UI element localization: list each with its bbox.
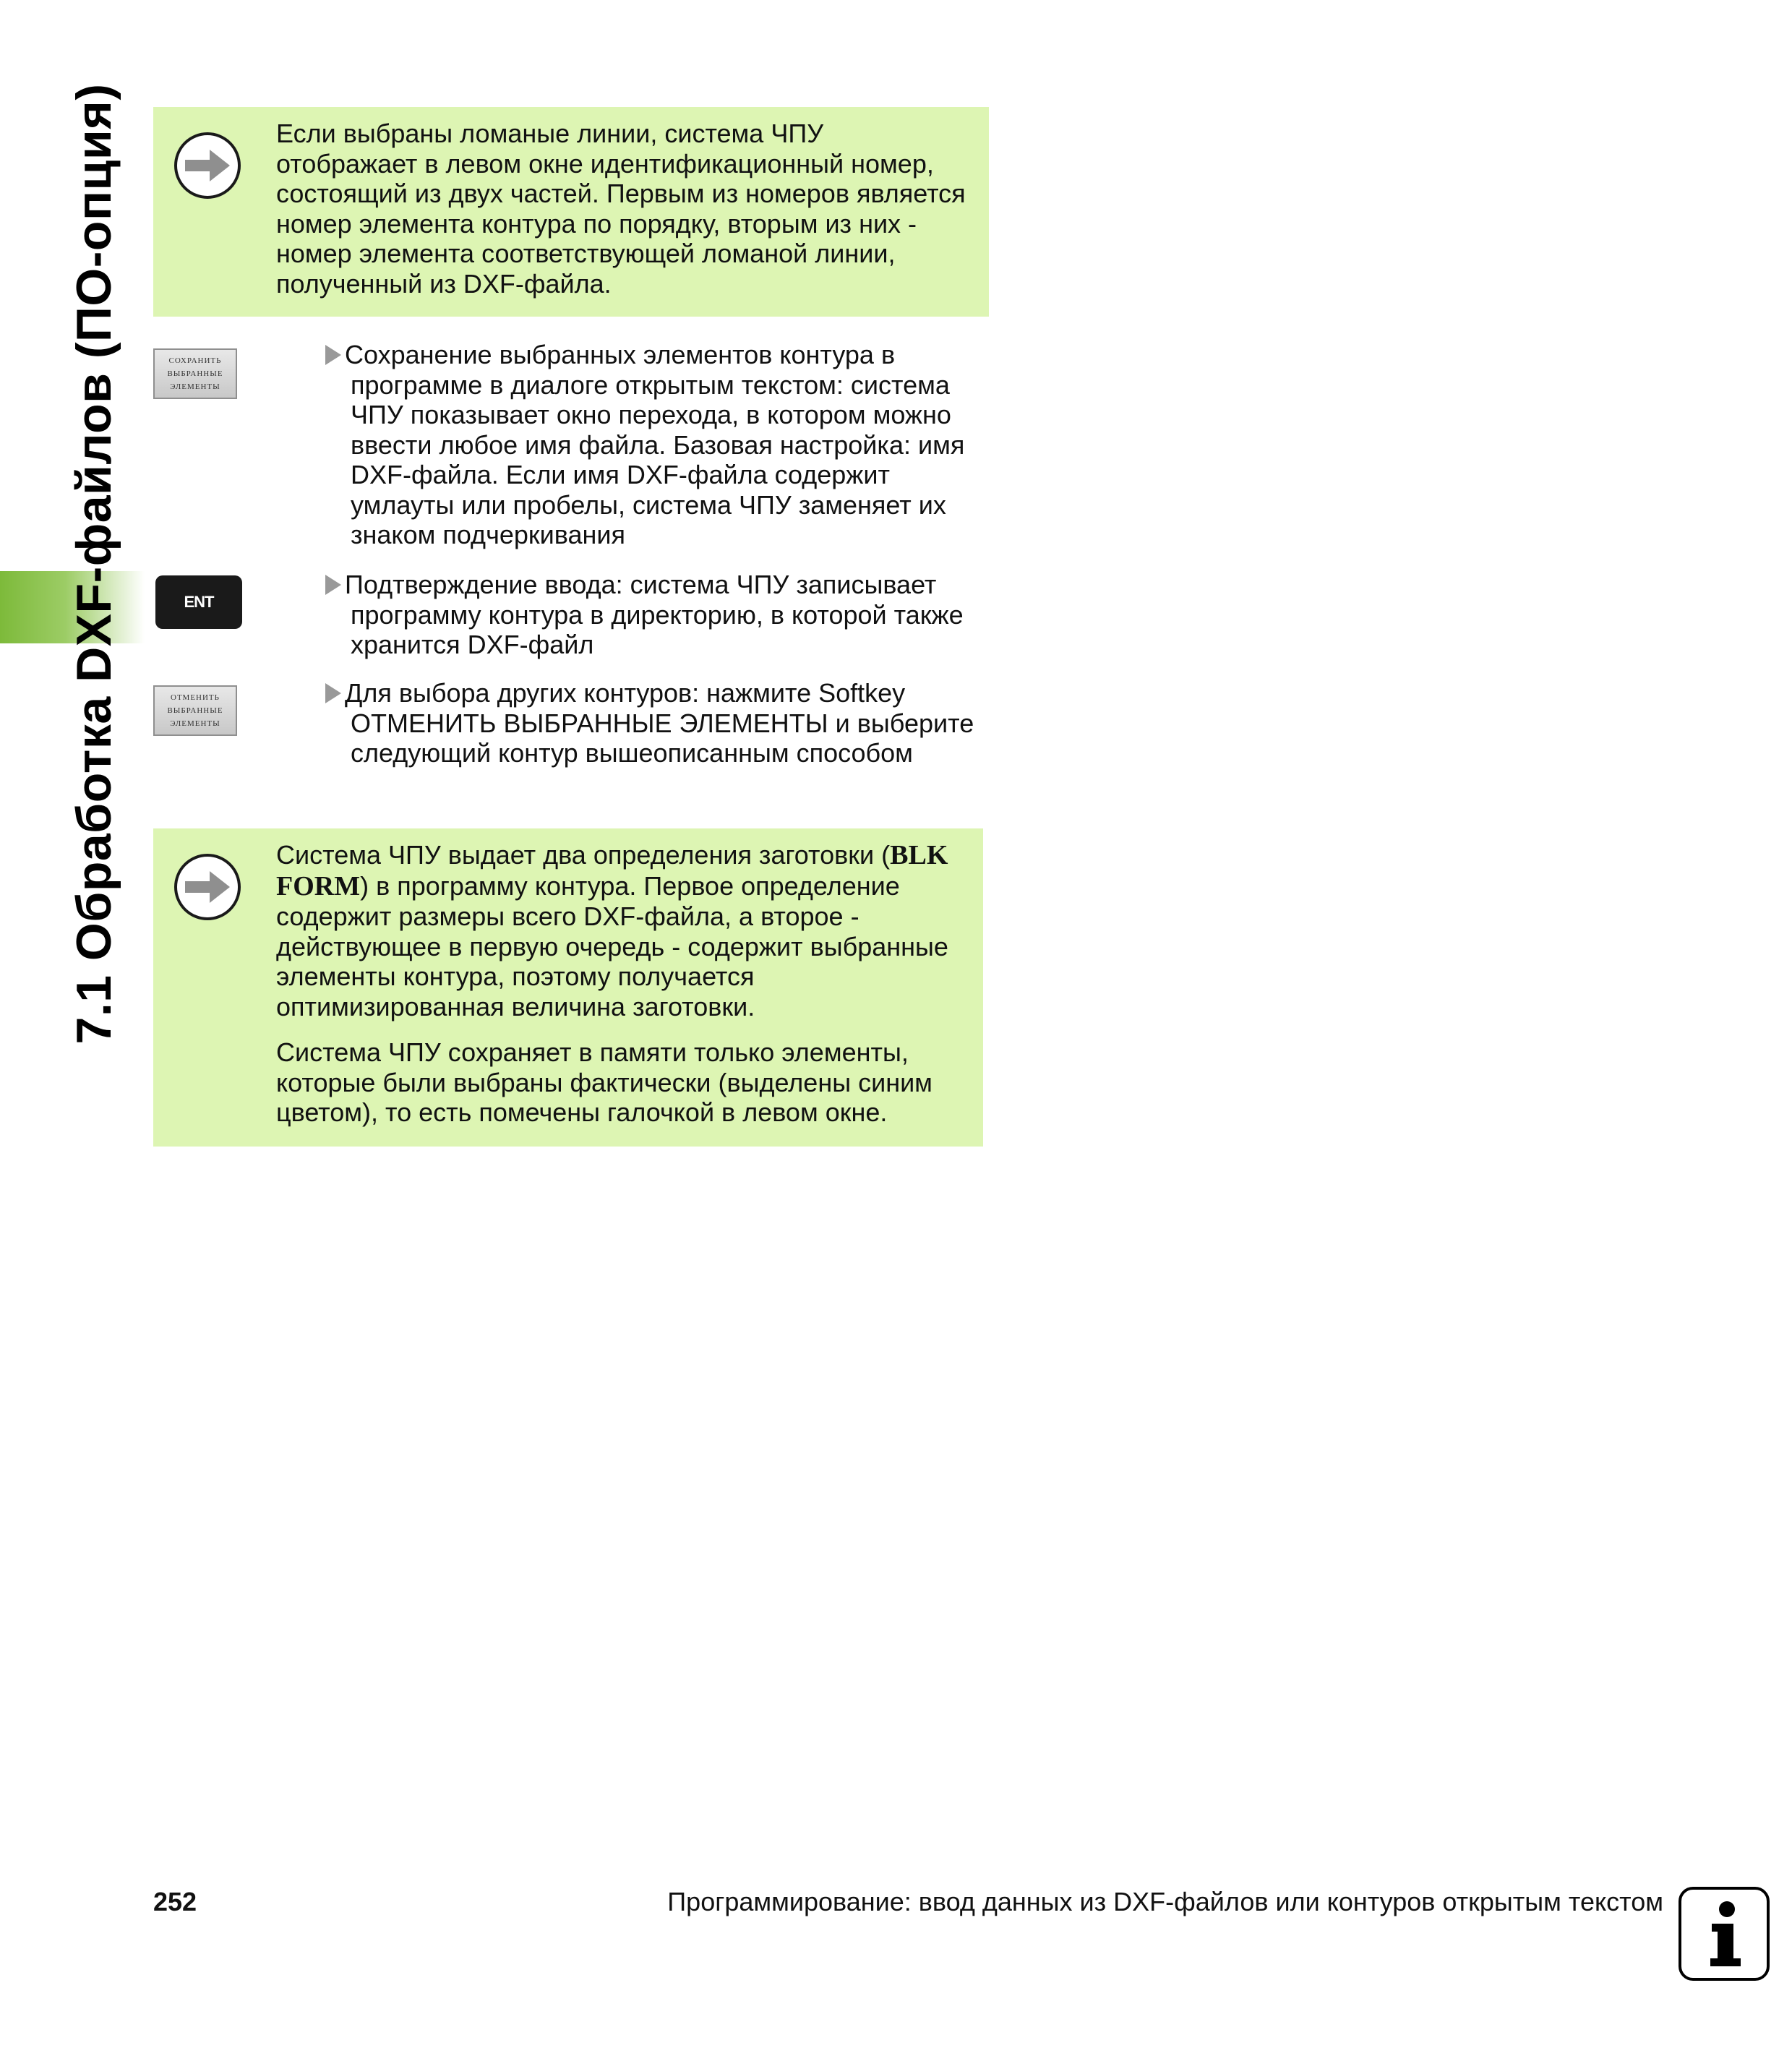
softkey-label-line: СОХРАНИТЬ (168, 356, 222, 365)
note-text-segment: ) в программу контура. Первое определение содержит размеры всего DXF-файла, а второе - действующее в первую очередь - содержит выбранные элементы контура, поэтому получается оптимизированная величина заготовки. (276, 870, 948, 1021)
note-box-blk-form (153, 828, 983, 1147)
info-icon (1679, 1887, 1770, 1981)
note-text-segment: Система ЧПУ выдает два определения заготовки ( (276, 840, 891, 870)
softkey-label-line: ВЫБРАННЫЕ (167, 706, 223, 715)
chapter-title: 7.1 Обработка DXF-файлов (ПО-опция) (67, 83, 121, 1045)
step-save-contour (325, 340, 990, 550)
save-selected-elements-softkey[interactable] (153, 348, 237, 399)
softkey-label-line: ОТМЕНИТЬ (171, 693, 220, 702)
softkey-label-line: ЭЛЕМЕНТЫ (170, 719, 220, 728)
arrow-right-icon (173, 853, 241, 921)
note-paragraph: Система ЧПУ сохраняет в памяти только элементы, которые были выбраны фактически (выделены синим цветом), то есть помечены галочкой в левом окне. (276, 1037, 933, 1127)
info-glyph (1681, 1890, 1767, 1978)
softkey-label-line: ЭЛЕМЕНТЫ (170, 382, 220, 391)
triangle-bullet-icon (325, 683, 341, 703)
triangle-bullet-icon (325, 345, 341, 365)
ent-key[interactable]: ENT (155, 575, 242, 629)
arrow-right-icon (173, 132, 241, 200)
note-paragraph: Если выбраны ломаные линии, система ЧПУ отображает в левом окне идентификационный номер, состоящий из двух частей. Первым из номеров является номер элемента контура по порядку, вторым из них - номер элемента соответствующей ломаной линии, полученный из DXF-файла. (276, 119, 966, 299)
note-text (276, 840, 961, 1128)
note-text (276, 119, 967, 299)
step-text: Для выбора других контуров: нажмите Softkey ОТМЕНИТЬ ВЫБРАННЫЕ ЭЛЕМЕНТЫ и выберите следующий контур вышеописанным способом (345, 678, 974, 768)
page-number: 252 (153, 1887, 197, 1916)
step-text: Подтверждение ввода: система ЧПУ записывает программу контура в директорию, в которой также хранится DXF-файл (345, 570, 964, 659)
step-select-other-contours (325, 678, 990, 768)
footer-title: Программирование: ввод данных из DXF-файлов или контуров открытым текстом (667, 1887, 1663, 1916)
softkey-label-line: ВЫБРАННЫЕ (167, 369, 223, 378)
note-paragraph (276, 840, 961, 1021)
cancel-selected-elements-softkey[interactable] (153, 685, 237, 736)
step-text: Сохранение выбранных элементов контура в программе в диалоге открытым текстом: система ЧПУ показывает окно перехода, в котором можно ввести любое имя файла. Базовая настройка: имя DXF-файла. Если имя DXF-файла содержит умлауты или пробелы, система ЧПУ заменяет их знаком подчеркивания (345, 340, 965, 549)
note-box-polylines (153, 107, 989, 317)
blk-form-keyword: BLK FORM (276, 840, 948, 901)
triangle-bullet-icon (325, 575, 341, 595)
step-confirm-input (325, 570, 990, 660)
